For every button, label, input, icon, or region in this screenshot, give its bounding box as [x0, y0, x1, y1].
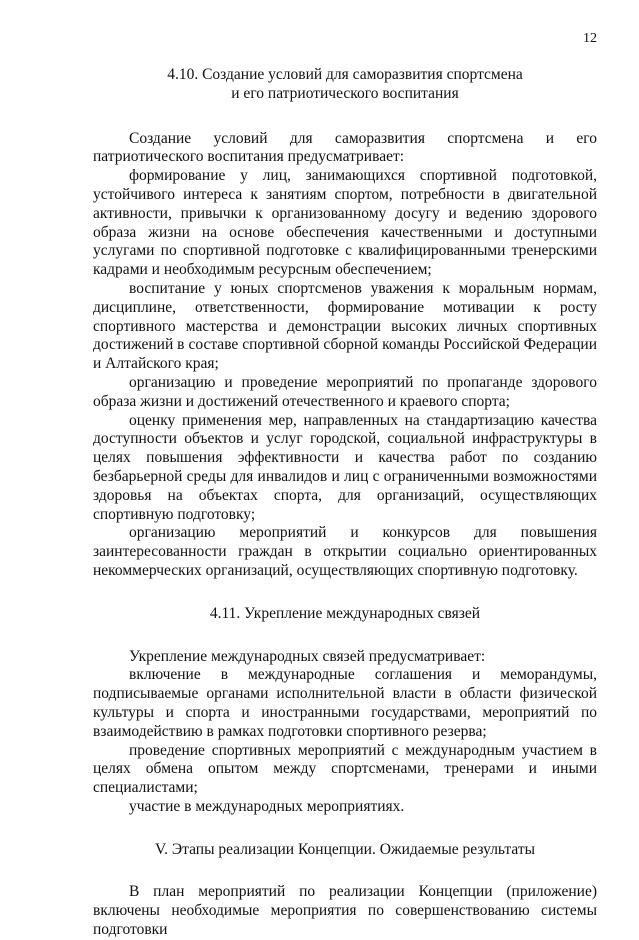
paragraph: оценку применения мер, направленных на стандартизацию качества доступности объектов и услуг городской, социальной инфраструктуры в целях повышения эффективности и качества работ по созданию безбарьерной среды для инвалидов и лиц с ограниченными возможностями здоровья на объектах спорта, для организаций, осуществляющих спортивную подготовку;: [93, 411, 597, 523]
paragraph: организацию мероприятий и конкурсов для повышения заинтересованности граждан в открытии социально ориентированных некоммерческих организаций, осуществляющих спортивную подготовку.: [93, 524, 597, 579]
paragraph: воспитание у юных спортсменов уважения к моральным нормам, дисциплине, ответственности, формирование мотивации к росту спортивного мастерства и демонстрации высоких личных спортивных достижений в составе спортивной сборной команды Российской Федерации и Алтайского края;: [93, 279, 597, 373]
paragraph: Создание условий для саморазвития спортсмена и его патриотического воспитания предусматривает:: [93, 129, 597, 166]
paragraph: Укрепление международных связей предусматривает:: [129, 647, 486, 665]
section-4-10-title-line-1: 4.10. Создание условий для саморазвития спортсмена: [167, 66, 523, 83]
paragraph: В план мероприятий по реализации Концепции (приложение) включены необходимые мероприятия по совершенствованию системы подготовки: [93, 883, 597, 939]
section-5-title: V. Этапы реализации Концепции. Ожидаемые результаты: [154, 840, 536, 858]
section-4-10-title: [93, 66, 597, 104]
paragraph: формирование у лиц, занимающихся спортивной подготовкой, устойчивого интереса к занятиям спортом, потребности в двигательной активности, привычки к организованному досугу и ведению здорового образа жизни на основе обеспечения качественными и доступными услугами по спортивной подготовке с квалифицированными тренерскими кадрами и необходимым ресурсным обеспечением;: [93, 167, 597, 279]
section-4-11-title: 4.11. Укрепление международных связей: [209, 604, 481, 622]
paragraph: проведение спортивных мероприятий с международным участием в целях обмена опытом между спортсменами, тренерами и иными специалистами;: [93, 741, 597, 797]
document-body: [93, 66, 597, 940]
page-number: 12: [583, 31, 597, 46]
paragraph: участие в международных мероприятиях.: [129, 797, 405, 815]
section-4-10-title-line-2: и его патриотического воспитания: [231, 84, 459, 102]
paragraph: организацию и проведение мероприятий по пропаганде здорового образа жизни и достижений отечественного и краевого спорта;: [93, 373, 597, 410]
paragraph: включение в международные соглашения и меморандумы, подписываемые органами исполнительной власти в области физической культуры и спорта и иностранными государствами, мероприятий по взаимодействию в рамках подготовки спортивного резерва;: [93, 666, 597, 740]
